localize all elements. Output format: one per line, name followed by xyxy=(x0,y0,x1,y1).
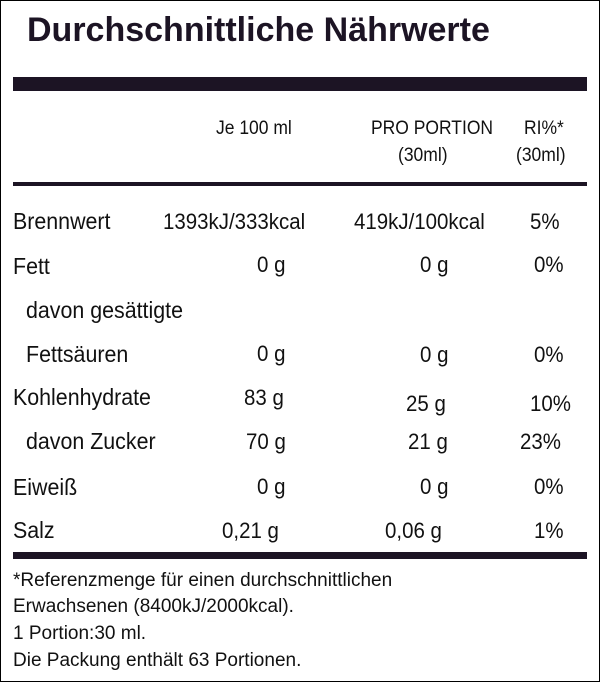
column-header-per-portion: PRO PORTION xyxy=(371,118,494,139)
row-portion-eiweiss: 0 g xyxy=(420,474,449,499)
footnote-reference-line2: Erwachsenen (8400kJ/2000kcal). xyxy=(13,596,294,617)
row-label-fett: Fett xyxy=(13,253,50,279)
title-divider xyxy=(13,77,587,91)
table-bottom-divider xyxy=(13,552,587,559)
footnote-portion-size: 1 Portion:30 ml. xyxy=(13,623,147,644)
row-label-kohlenhydrate: Kohlenhydrate xyxy=(13,384,151,410)
row-portion-fett: 0 g xyxy=(420,252,449,277)
row-ri-kohlenhydrate: 10% xyxy=(530,391,571,416)
row-per100-zucker: 70 g xyxy=(246,429,286,454)
row-per100-fett: 0 g xyxy=(257,252,286,277)
row-per100-brennwert: 1393kJ/333kcal xyxy=(163,209,306,234)
row-portion-zucker: 21 g xyxy=(408,429,448,454)
row-portion-brennwert: 419kJ/100kcal xyxy=(354,209,485,234)
column-header-per-portion-size: (30ml) xyxy=(398,145,448,166)
footnote-package-portions: Die Packung enthält 63 Portionen. xyxy=(13,650,302,671)
row-ri-brennwert: 5% xyxy=(530,209,560,234)
row-label-eiweiss: Eiweiß xyxy=(13,474,78,500)
row-per100-salz: 0,21 g xyxy=(222,518,279,543)
label-title: Durchschnittliche Nährwerte xyxy=(27,11,490,49)
row-label-salz: Salz xyxy=(13,517,55,543)
row-portion-fettsaeuren: 0 g xyxy=(420,342,449,367)
row-label-davon-gesaettigte: davon gesättigte xyxy=(26,297,183,323)
row-per100-kohlenhydrate: 83 g xyxy=(244,385,284,410)
column-header-per-100ml: Je 100 ml xyxy=(216,118,292,139)
row-ri-zucker: 23% xyxy=(520,429,561,454)
row-portion-kohlenhydrate: 25 g xyxy=(406,391,446,416)
column-header-ri-size: (30ml) xyxy=(516,145,566,166)
row-per100-fettsaeuren: 0 g xyxy=(257,341,286,366)
row-per100-eiweiss: 0 g xyxy=(257,474,286,499)
row-label-fettsaeuren: Fettsäuren xyxy=(26,341,129,367)
row-label-davon-zucker: davon Zucker xyxy=(26,428,156,454)
row-ri-salz: 1% xyxy=(534,518,564,543)
footnote-reference-line1: *Referenzmenge für einen durchschnittlichen xyxy=(13,570,393,591)
row-portion-salz: 0,06 g xyxy=(385,518,442,543)
row-label-brennwert: Brennwert xyxy=(13,208,111,234)
row-ri-fett: 0% xyxy=(534,252,564,277)
header-divider xyxy=(13,182,587,186)
row-ri-eiweiss: 0% xyxy=(534,474,564,499)
row-ri-fettsaeuren: 0% xyxy=(534,342,564,367)
column-header-ri: RI%* xyxy=(524,118,564,139)
